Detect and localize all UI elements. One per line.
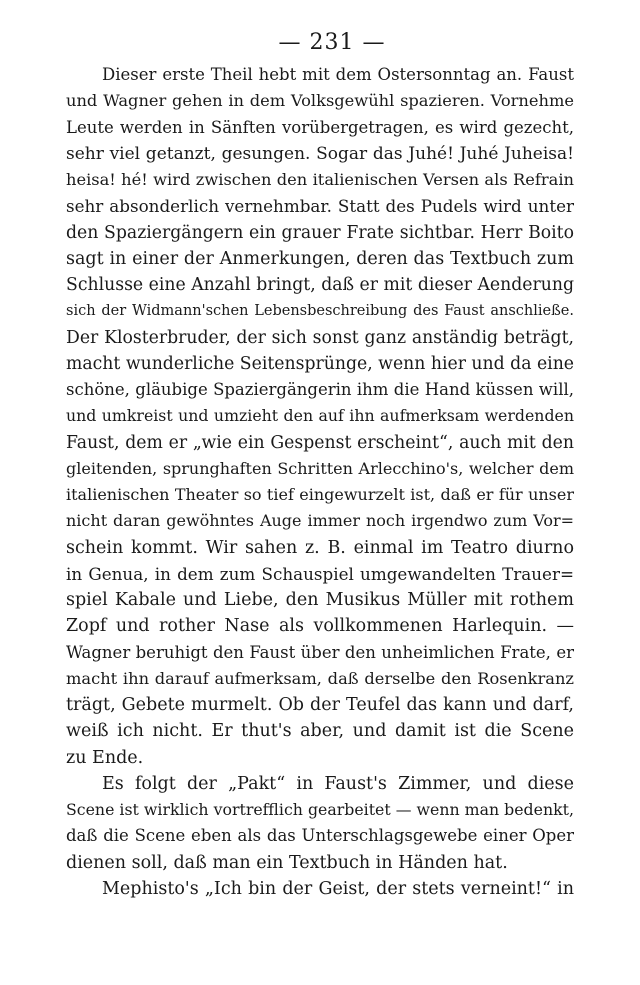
text-line: nicht daran gewöhntes Auge immer noch irgendwo zum Vor= [66, 511, 574, 531]
text-line: Wagner beruhigt den Faust über den unheimlichen Frate, er [66, 642, 574, 662]
text-line: macht ihn darauf aufmerksam, daß derselbe den Rosenkranz [66, 668, 574, 688]
text-line: schöne, gläubige Spaziergängerin ihm die Hand küssen will, [66, 380, 574, 399]
text-line: dienen soll, daß man ein Textbuch in Händen hat. [66, 852, 508, 873]
text-line: und umkreist und umzieht den auf ihn aufmerksam werdenden [66, 406, 574, 426]
text-line: zu Ende. [66, 747, 144, 768]
text-line: gleitenden, sprunghaften Schritten Arlecchino's, welcher dem [66, 458, 574, 478]
text-line: sich der Widmann'schen Lebensbeschreibung des Faust anschließe. [66, 303, 574, 320]
text-line: sagt in einer der Anmerkungen, deren das Textbuch zum [66, 248, 574, 269]
paragraph [66, 876, 574, 902]
text-line: den Spaziergängern ein grauer Frate sichtbar. Herr Boito [66, 222, 574, 243]
text-line: Dieser erste Theil hebt mit dem Ostersonntag an. Faust [102, 65, 574, 84]
text-line: Es folgt der „Pakt“ in Faust's Zimmer, und diese [102, 773, 574, 794]
text-line: heisa! hé! wird zwischen den italienischen Versen als Refrain [66, 170, 574, 189]
text-line: sehr absonderlich vernehmbar. Statt des Pudels wird unter [66, 196, 574, 217]
text-line: und Wagner gehen in dem Volksgewühl spazieren. Vornehme [66, 91, 574, 111]
text-line: sehr viel getanzt, gesungen. Sogar das Juhé! Juhé Juheisa! [66, 143, 574, 164]
paragraph [66, 62, 574, 771]
text-line: Leute werden in Sänften vorübergetragen, es wird gezecht, [66, 117, 574, 137]
text-line: Scene ist wirklich vortrefflich gearbeitet — wenn man bedenkt, [66, 800, 574, 819]
paragraph [66, 771, 574, 876]
text-line: Faust, dem er „wie ein Gespenst erscheint“, auch mit den [66, 432, 574, 453]
text-line: trägt, Gebete murmelt. Ob der Teufel das kann und darf, [66, 695, 574, 715]
text-line: italienischen Theater so tief eingewurzelt ist, daß er für unser [66, 485, 574, 504]
text-line: macht wunderliche Seitensprünge, wenn hier und da eine [66, 353, 574, 374]
text-line: daß die Scene eben als das Unterschlagsgewebe einer Oper [66, 826, 574, 846]
text-line: Schlusse eine Anzahl bringt, daß er mit dieser Aenderung [66, 275, 574, 295]
text-line: in Genua, in dem zum Schauspiel umgewandelten Trauer= [66, 563, 574, 584]
text-line: Zopf und rother Nase als vollkommenen Harlequin. — [66, 616, 574, 637]
text-line: schein kommt. Wir sahen z. B. einmal im Teatro diurno [66, 537, 574, 558]
text-line: Mephisto's „Ich bin der Geist, der stets verneint!“ in [102, 878, 574, 899]
text-line: Der Klosterbruder, der sich sonst ganz anständig beträgt, [66, 327, 574, 348]
text-line: spiel Kabale und Liebe, den Musikus Müller mit rothem [66, 590, 574, 610]
text-line: weiß ich nicht. Er thut's aber, und damit ist die Scene [66, 721, 574, 742]
page-number: — 231 — [278, 30, 386, 55]
body-text [66, 62, 574, 902]
